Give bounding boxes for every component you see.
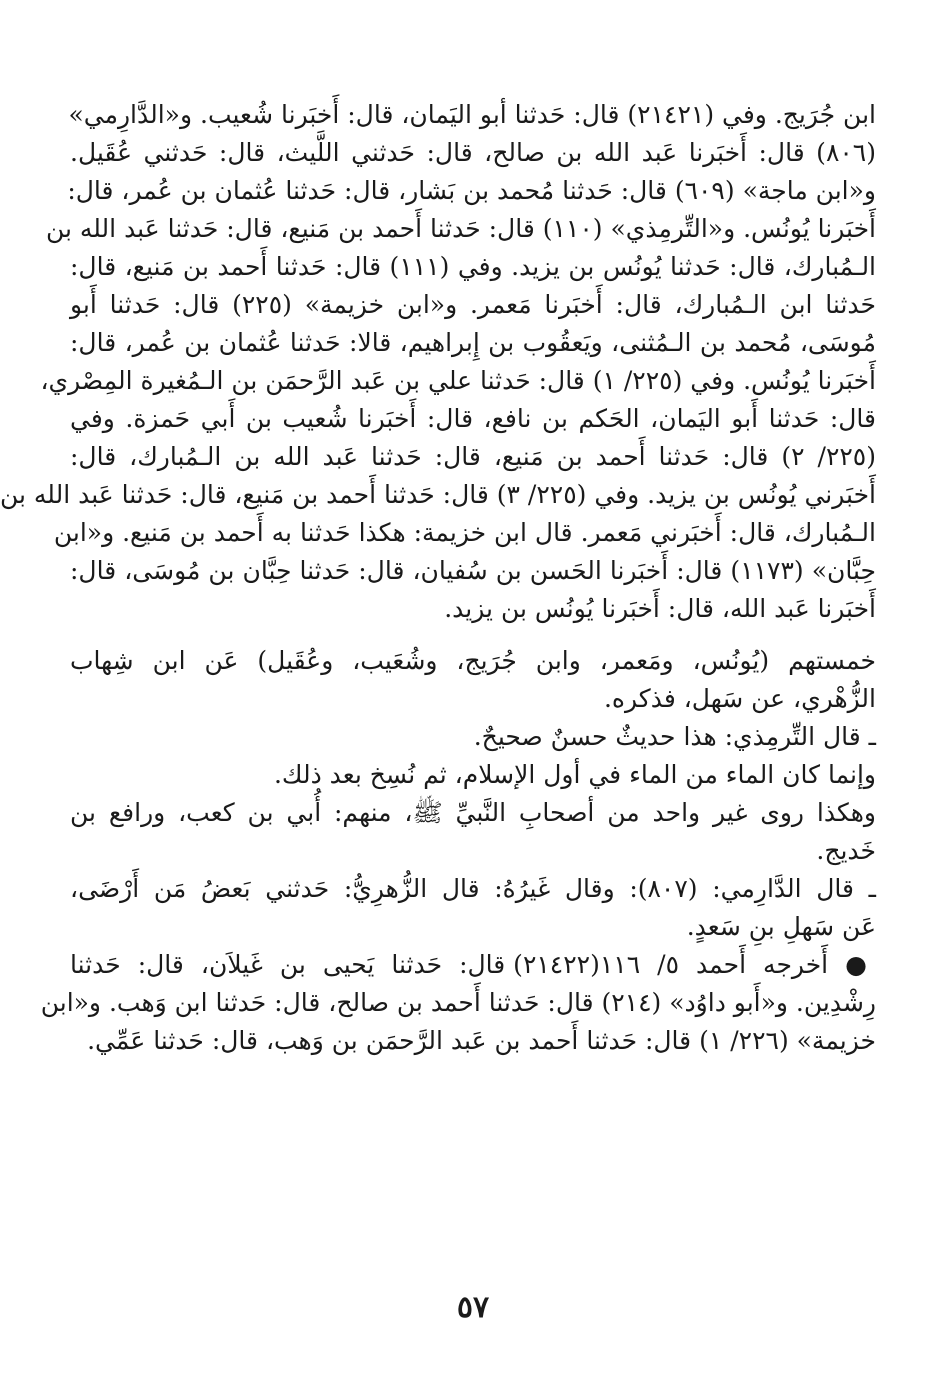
paragraph-5 bbox=[70, 794, 876, 870]
text-line: ـ قال التِّرمِذي: هذا حديثٌ حسنٌ صحيحٌ. bbox=[473, 722, 876, 751]
text-line: (٨٠٦) قال: أَخبَرنا عَبد الله بن صالح، قال: حَدثني اللَّيث، قال: حَدثني عُقَيل. bbox=[70, 138, 876, 167]
page-number: ٥٧ bbox=[456, 1290, 490, 1325]
text-line: أَخبَرنا يُونُس. وفي (٢٢٥/ ١) قال: حَدثنا علي بن عَبد الرَّحمَن بن الـمُغيرة المِصْري، bbox=[40, 366, 876, 395]
paragraph-2 bbox=[70, 642, 876, 718]
text-line: أَخبَرني يُونُس بن يزيد. وفي (٢٢٥/ ٣) قال: حَدثنا أَحمد بن مَنيع، قال: حَدثنا عَبد الله بن bbox=[0, 480, 876, 509]
text-line: خزيمة» (٢٢٦/ ١) قال: حَدثنا أَحمد بن عَبد الرَّحمَن بن وَهب، قال: حَدثنا عَمِّي. bbox=[87, 1026, 876, 1055]
text-line: وهكذا روى غير واحد من أصحابِ النَّبيِّ ﷺ، منهم: أُبي بن كعب، ورافع بن bbox=[70, 798, 876, 827]
text-line: الـمُبارك، قال: أَخبَرني مَعمر. قال ابن خزيمة: هكذا حَدثنا به أَحمد بن مَنيع. و«ابن bbox=[53, 518, 876, 547]
text-line: أَخبَرنا عَبد الله، قال: أَخبَرنا يُونُس بن يزيد. bbox=[444, 594, 876, 623]
text-line: قال: حَدثنا أَبو اليَمان، الحَكم بن نافع، قال: أَخبَرنا شُعيب بن أَبي حَمزة. وفي bbox=[70, 404, 876, 433]
text-line: ابن جُرَيج. وفي (٢١٤٢١) قال: حَدثنا أبو اليَمان، قال: أَخبَرنا شُعيب. و«الدَّارِمي» bbox=[68, 100, 876, 129]
paragraph-7 bbox=[40, 946, 876, 1060]
text-line: وإنما كان الماء من الماء في أول الإسلام، ثم نُسِخ بعد ذلك. bbox=[273, 760, 876, 789]
paragraph-4 bbox=[70, 756, 876, 794]
text-line: حِبَّان» (١١٧٣) قال: أَخبَرنا الحَسن بن سُفيان، قال: حَدثنا حِبَّان بن مُوسَى، قال: bbox=[70, 556, 876, 585]
page-body bbox=[0, 96, 877, 1060]
text-line: عَن سَهلِ بنِ سَعدٍ. bbox=[686, 912, 876, 941]
paragraph-1 bbox=[0, 96, 877, 628]
text-line: خمستهم (يُونُس، ومَعمر، وابن جُرَيج، وشُعَيب، وعُقَيل) عَن ابن شِهاب bbox=[70, 646, 876, 675]
text-line: مُوسَى، مُحمد بن الـمُثنى، ويَعقُوب بن إِبراهيم، قالا: حَدثنا عُثمان بن عُمر، قال: bbox=[70, 328, 876, 357]
text-line: حَدثنا ابن الـمُبارك، قال: أَخبَرنا مَعمر. و«ابن خزيمة» (٢٢٥) قال: حَدثنا أَبو bbox=[70, 290, 876, 319]
text-line: خَديج. bbox=[816, 836, 876, 865]
text-line: الزُّهْري، عن سَهل، فذكره. bbox=[603, 684, 876, 713]
text-line: أَخبَرنا يُونُس. و«التِّرمِذي» (١١٠) قال: حَدثنا أَحمد بن مَنيع، قال: حَدثنا عَبد الله بن bbox=[45, 214, 876, 243]
paragraph-spacer bbox=[70, 628, 876, 642]
text-line: رِشْدِين. و«أَبو داوُد» (٢١٤) قال: حَدثنا أَحمد بن صالح، قال: حَدثنا ابن وَهب. و«ابن bbox=[40, 988, 876, 1017]
paragraph-3 bbox=[70, 718, 876, 756]
text-line: و«ابن ماجة» (٦٠٩) قال: حَدثنا مُحمد بن بَشار، قال: حَدثنا عُثمان بن عُمر، قال: bbox=[67, 176, 876, 205]
text-line: (٢٢٥/ ٢) قال: حَدثنا أَحمد بن مَنيع، قال: حَدثنا عَبد الله بن الـمُبارك، قال: bbox=[70, 442, 876, 471]
text-line: الـمُبارك، قال: حَدثنا يُونُس بن يزيد. وفي (١١١) قال: حَدثنا أَحمد بن مَنيع، قال: bbox=[70, 252, 877, 281]
text-line: ● أَخرجه أَحمد ٥/ ١١٦(٢١٤٢٢) قال: حَدثنا يَحيى بن غَيلاَن، قال: حَدثنا bbox=[70, 950, 876, 979]
paragraph-6 bbox=[70, 870, 876, 946]
text-line: ـ قال الدَّارِمي: (٨٠٧): وقال غَيرُهُ: قال الزُّهرِيُّ: حَدثني بَعضُ مَن أَرْضَى، bbox=[70, 874, 876, 903]
